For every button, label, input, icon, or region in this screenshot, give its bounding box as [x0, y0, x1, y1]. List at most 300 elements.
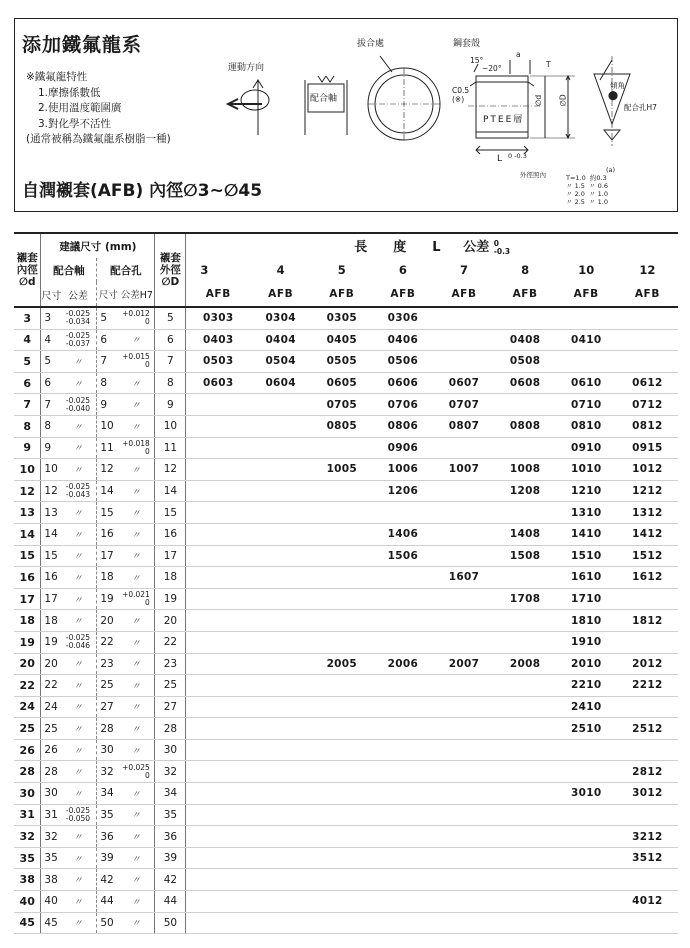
part-code: 1312: [617, 502, 678, 524]
part-code: [311, 437, 372, 459]
inner-diameter: 19: [14, 631, 41, 653]
part-code: [311, 739, 372, 761]
part-code: [250, 480, 311, 502]
angle-label: 15°: [470, 56, 484, 65]
length-value: 6: [398, 263, 407, 277]
part-code: [186, 804, 250, 826]
part-code: [250, 847, 311, 869]
part-code: [250, 610, 311, 632]
shaft-tolerance: [60, 480, 97, 502]
ditto-mark: 〃: [131, 660, 141, 671]
hole-tolerance: [118, 718, 155, 740]
table-row: [14, 718, 678, 740]
part-code: [495, 847, 556, 869]
part-code: [495, 437, 556, 459]
shaft-tolerance: [60, 826, 97, 848]
part-code: [495, 610, 556, 632]
part-code: 1810: [556, 610, 617, 632]
part-code: [617, 631, 678, 653]
part-code: [311, 675, 372, 697]
part-code: [495, 307, 556, 329]
table-row: [14, 696, 678, 718]
shaft-tolerance: [60, 696, 97, 718]
table-row: [14, 415, 678, 437]
hole-size: 9: [97, 394, 118, 416]
shaft-size: 40: [41, 891, 60, 913]
part-code: 0707: [433, 394, 494, 416]
ditto-mark: 〃: [131, 573, 141, 584]
part-code: [250, 415, 311, 437]
part-code: 0906: [372, 437, 433, 459]
part-code: [495, 394, 556, 416]
part-code: [372, 847, 433, 869]
part-code: [433, 696, 494, 718]
hole-tolerance: [118, 394, 155, 416]
part-code: [250, 523, 311, 545]
hole-tolerance: [118, 675, 155, 697]
length-value: 7: [460, 263, 469, 277]
part-code: [433, 523, 494, 545]
part-code: 1408: [495, 523, 556, 545]
part-code: [250, 394, 311, 416]
part-code: [372, 502, 433, 524]
shaft-tolerance: [60, 610, 97, 632]
part-code: 1708: [495, 588, 556, 610]
part-code: [186, 502, 250, 524]
ditto-mark: 〃: [73, 617, 83, 628]
hole-tolerance: [118, 523, 155, 545]
table-row: [14, 459, 678, 481]
part-code: [186, 459, 250, 481]
shaft-tolerance: [60, 523, 97, 545]
hole-size: 8: [97, 372, 118, 394]
ditto-mark: 〃: [131, 552, 141, 563]
shaft-tolerance: [60, 653, 97, 675]
inner-diameter: 25: [14, 718, 41, 740]
hole-size: 35: [97, 804, 118, 826]
table-row: [14, 437, 678, 459]
afb-label: AFB: [495, 282, 556, 307]
shaft-size: 5: [41, 351, 60, 373]
shaft-tolerance: [60, 761, 97, 783]
outer-diameter: 27: [155, 696, 186, 718]
shaft-tolerance: [60, 567, 97, 589]
part-code: [250, 502, 311, 524]
outer-diameter: 6: [155, 329, 186, 351]
shaft-size: 12: [41, 480, 60, 502]
shaft-tolerance: [60, 545, 97, 567]
part-code: 1210: [556, 480, 617, 502]
inner-diameter: 14: [14, 523, 41, 545]
part-code: 1412: [617, 523, 678, 545]
shaft-size: 31: [41, 804, 60, 826]
part-code: [433, 761, 494, 783]
shaft-size: 15: [41, 545, 60, 567]
outer-diameter: 25: [155, 675, 186, 697]
t-row: 〃 2.5 〃 1.0: [566, 198, 608, 206]
part-code: [495, 869, 556, 891]
shaft-size: 18: [41, 610, 60, 632]
svg-text:⬤: ⬤: [608, 91, 619, 101]
part-code: [186, 739, 250, 761]
ditto-mark: 〃: [73, 530, 83, 541]
part-code: 3010: [556, 783, 617, 805]
shaft-size: 17: [41, 588, 60, 610]
part-code: [311, 567, 372, 589]
part-code: 0805: [311, 415, 372, 437]
shaft-size: 22: [41, 675, 60, 697]
ditto-mark: 〃: [131, 746, 141, 757]
part-code: [311, 804, 372, 826]
inner-diameter: 4: [14, 329, 41, 351]
hole-size: 25: [97, 675, 118, 697]
hole-tolerance: [118, 351, 155, 373]
part-code: [311, 588, 372, 610]
part-code: [250, 739, 311, 761]
part-code: [311, 826, 372, 848]
part-code: [433, 329, 494, 351]
hole-tolerance: [118, 588, 155, 610]
part-code: [617, 912, 678, 934]
rotation-arrow-icon: [228, 80, 269, 135]
part-code: 0610: [556, 372, 617, 394]
hole-size: 39: [97, 847, 118, 869]
outer-diameter: 10: [155, 415, 186, 437]
part-code: 2510: [556, 718, 617, 740]
part-code: 0506: [372, 351, 433, 373]
part-code: 0305: [311, 307, 372, 329]
inner-diameter: 9: [14, 437, 41, 459]
part-code: 0712: [617, 394, 678, 416]
hole-tolerance: [118, 783, 155, 805]
part-code: [250, 545, 311, 567]
part-code: [186, 847, 250, 869]
outer-diameter: 9: [155, 394, 186, 416]
shaft-size: 32: [41, 826, 60, 848]
part-code: [495, 631, 556, 653]
shaft-size: 8: [41, 415, 60, 437]
shaft-tolerance: [60, 502, 97, 524]
table-row: [14, 351, 678, 373]
inner-diameter: 17: [14, 588, 41, 610]
part-code: 1208: [495, 480, 556, 502]
shaft-size: 38: [41, 869, 60, 891]
t-row: 〃 2.0 〃 1.0: [566, 190, 608, 198]
afb-label: AFB: [556, 282, 617, 307]
length-value: 4: [276, 263, 285, 277]
ditto-mark: 〃: [73, 422, 83, 433]
part-code: [311, 696, 372, 718]
part-code: [433, 739, 494, 761]
part-code: [556, 847, 617, 869]
hole-tolerance: [118, 891, 155, 913]
hole-size: 32: [97, 761, 118, 783]
tolerance-value: -0.025 -0.040: [65, 395, 91, 413]
part-code: [372, 804, 433, 826]
inner-diameter: 18: [14, 610, 41, 632]
part-code: [186, 783, 250, 805]
part-code: [556, 869, 617, 891]
ditto-mark: 〃: [73, 854, 83, 865]
table-row: [14, 394, 678, 416]
hole-tolerance: [118, 696, 155, 718]
part-code: 0504: [250, 351, 311, 373]
angle-range-label: ~20°: [482, 64, 502, 73]
part-code: [433, 610, 494, 632]
hole-size: 14: [97, 480, 118, 502]
hole-tolerance: [118, 502, 155, 524]
shaft-tolerance: [60, 783, 97, 805]
outer-diameter-header: 襯套外徑 ∅D: [155, 233, 186, 307]
part-code: 1206: [372, 480, 433, 502]
shaft-tolerance: [60, 415, 97, 437]
part-code: [433, 891, 494, 913]
shaft-drawing: [305, 76, 347, 135]
part-code: [372, 610, 433, 632]
ditto-mark: 〃: [131, 487, 141, 498]
part-code: 4012: [617, 891, 678, 913]
shaft-size-header: 尺寸: [41, 282, 60, 307]
hole-size: 18: [97, 567, 118, 589]
part-code: [495, 675, 556, 697]
ditto-mark: 〃: [73, 768, 83, 779]
phi-d-label: ∅d: [534, 94, 544, 107]
part-code: 1610: [556, 567, 617, 589]
part-code: [250, 804, 311, 826]
ditto-mark: 〃: [73, 789, 83, 800]
table-row: [14, 891, 678, 913]
inner-diameter: 5: [14, 351, 41, 373]
outer-diameter: 18: [155, 567, 186, 589]
length-value: 8: [521, 263, 530, 277]
outer-diameter: 34: [155, 783, 186, 805]
cone-drawing: [594, 56, 630, 146]
feature-item: 1.摩擦係數低: [38, 86, 101, 99]
inner-diameter: 35: [14, 847, 41, 869]
tolerance-value: -0.025 -0.046: [65, 633, 91, 651]
ditto-mark: 〃: [131, 703, 141, 714]
shaft-tolerance: [60, 804, 97, 826]
part-code: 2210: [556, 675, 617, 697]
part-code: [372, 631, 433, 653]
part-code: [250, 912, 311, 934]
part-code: 0508: [495, 351, 556, 373]
part-code: [250, 718, 311, 740]
ditto-mark: 〃: [131, 422, 141, 433]
shaft-size: 35: [41, 847, 60, 869]
phi-D-label: ∅D: [558, 94, 568, 107]
part-code: 1508: [495, 545, 556, 567]
part-code: [311, 718, 372, 740]
tolerance-value: +0.012 0: [122, 309, 150, 327]
shaft-size: 28: [41, 761, 60, 783]
ditto-mark: 〃: [73, 379, 83, 390]
part-code: [372, 869, 433, 891]
page-title: 添加鐵氟龍系: [22, 34, 143, 56]
outer-diameter: 44: [155, 891, 186, 913]
shaft-size: 20: [41, 653, 60, 675]
outer-diameter: 8: [155, 372, 186, 394]
ptee-layer-label: PTEE層: [483, 115, 525, 125]
tolerance-value: +0.015 0: [122, 352, 150, 370]
part-code: [186, 696, 250, 718]
part-code: 0604: [250, 372, 311, 394]
hole-tolerance: [118, 307, 155, 329]
inner-diameter: 26: [14, 739, 41, 761]
table-row: [14, 653, 678, 675]
inner-diameter: 30: [14, 783, 41, 805]
ditto-mark: 〃: [131, 854, 141, 865]
part-code: [433, 502, 494, 524]
shaft-tolerance: [60, 718, 97, 740]
shaft-size: 25: [41, 718, 60, 740]
inner-diameter: 16: [14, 567, 41, 589]
feature-item: 2.使用溫度範圍廣: [38, 102, 122, 114]
part-code: 1512: [617, 545, 678, 567]
inner-diameter: 40: [14, 891, 41, 913]
part-code: [372, 739, 433, 761]
part-code: [433, 869, 494, 891]
part-code: 0612: [617, 372, 678, 394]
table-row: [14, 761, 678, 783]
incline-label: 傾角: [610, 81, 625, 90]
hole-tolerance: [118, 415, 155, 437]
part-code: [186, 653, 250, 675]
part-code: [433, 912, 494, 934]
inner-diameter: 12: [14, 480, 41, 502]
part-code: [372, 912, 433, 934]
ditto-mark: 〃: [73, 595, 83, 606]
part-code: [311, 783, 372, 805]
part-code: [250, 869, 311, 891]
inner-diameter: 3: [14, 307, 41, 329]
part-code: 0808: [495, 415, 556, 437]
chamfer-label: C0.5: [452, 86, 470, 95]
outer-diameter: 32: [155, 761, 186, 783]
outer-diameter: 42: [155, 869, 186, 891]
inner-diameter: 6: [14, 372, 41, 394]
inner-diameter: 13: [14, 502, 41, 524]
part-code: [495, 696, 556, 718]
part-code: [250, 761, 311, 783]
fit-shaft-label: 配合軸: [310, 94, 338, 104]
shaft-tolerance: [60, 307, 97, 329]
part-code: [186, 631, 250, 653]
shaft-tolerance: [60, 739, 97, 761]
outer-label: 外徑照內: [520, 171, 546, 179]
hole-size: 16: [97, 523, 118, 545]
table-row: [14, 502, 678, 524]
part-code: [433, 307, 494, 329]
hole-size: 30: [97, 739, 118, 761]
part-code: 0303: [186, 307, 250, 329]
shaft-size: 45: [41, 912, 60, 934]
ditto-mark: 〃: [131, 638, 141, 649]
shaft-tol-header: 公差: [60, 282, 97, 307]
hole-size: 42: [97, 869, 118, 891]
part-code: 0605: [311, 372, 372, 394]
part-code: [617, 804, 678, 826]
part-code: 0403: [186, 329, 250, 351]
hole-size: 10: [97, 415, 118, 437]
inner-diameter: 20: [14, 653, 41, 675]
shaft-tolerance: [60, 372, 97, 394]
part-code: 2007: [433, 653, 494, 675]
part-code: [250, 567, 311, 589]
ditto-mark: 〃: [131, 509, 141, 520]
part-code: 0910: [556, 437, 617, 459]
inner-diameter-header: 襯套內徑 ∅d: [14, 233, 41, 307]
part-code: 1612: [617, 567, 678, 589]
chamfer-note: (※): [452, 95, 465, 104]
part-code: [433, 804, 494, 826]
part-code: 0810: [556, 415, 617, 437]
part-code: 0304: [250, 307, 311, 329]
part-code: [311, 480, 372, 502]
part-code: [186, 912, 250, 934]
spec-table-body: [14, 307, 678, 934]
part-code: [311, 502, 372, 524]
table-row: [14, 307, 678, 329]
part-code: 2812: [617, 761, 678, 783]
part-code: [186, 394, 250, 416]
shaft-tolerance: [60, 847, 97, 869]
inner-diameter: 15: [14, 545, 41, 567]
table-row: [14, 610, 678, 632]
part-code: [556, 761, 617, 783]
fit-part-label: 拔合處: [357, 39, 385, 49]
afb-label: AFB: [617, 282, 678, 307]
hole-header: 配合孔: [97, 258, 155, 282]
table-row: [14, 588, 678, 610]
table-row: [14, 912, 678, 934]
ditto-mark: 〃: [131, 919, 141, 930]
hole-size: 19: [97, 588, 118, 610]
hole-tolerance: [118, 631, 155, 653]
tolerance-value: -0.025 -0.043: [65, 482, 91, 500]
part-code: [495, 912, 556, 934]
outer-diameter: 30: [155, 739, 186, 761]
hole-size: 11: [97, 437, 118, 459]
shaft-size: 19: [41, 631, 60, 653]
ditto-mark: 〃: [131, 379, 141, 390]
hole-size: 20: [97, 610, 118, 632]
part-code: 2005: [311, 653, 372, 675]
hole-tolerance: [118, 847, 155, 869]
length-tolerance: 0 -0.3: [508, 152, 527, 160]
table-row: [14, 631, 678, 653]
ring-drawing: [368, 56, 440, 140]
part-code: 1010: [556, 459, 617, 481]
hole-size: 7: [97, 351, 118, 373]
part-code: [186, 588, 250, 610]
ditto-mark: 〃: [73, 919, 83, 930]
shaft-size: 26: [41, 739, 60, 761]
tolerance-value: +0.018 0: [122, 438, 150, 456]
hole-tolerance: [118, 329, 155, 351]
tolerance-value: -0.025 -0.050: [65, 805, 91, 823]
part-code: [311, 761, 372, 783]
part-code: 0306: [372, 307, 433, 329]
hole-size: 44: [97, 891, 118, 913]
shaft-size: 13: [41, 502, 60, 524]
part-code: [311, 912, 372, 934]
part-code: [186, 567, 250, 589]
part-code: [556, 307, 617, 329]
shaft-tolerance: [60, 675, 97, 697]
shaft-tolerance: [60, 437, 97, 459]
dim-a-label: a: [516, 50, 521, 59]
